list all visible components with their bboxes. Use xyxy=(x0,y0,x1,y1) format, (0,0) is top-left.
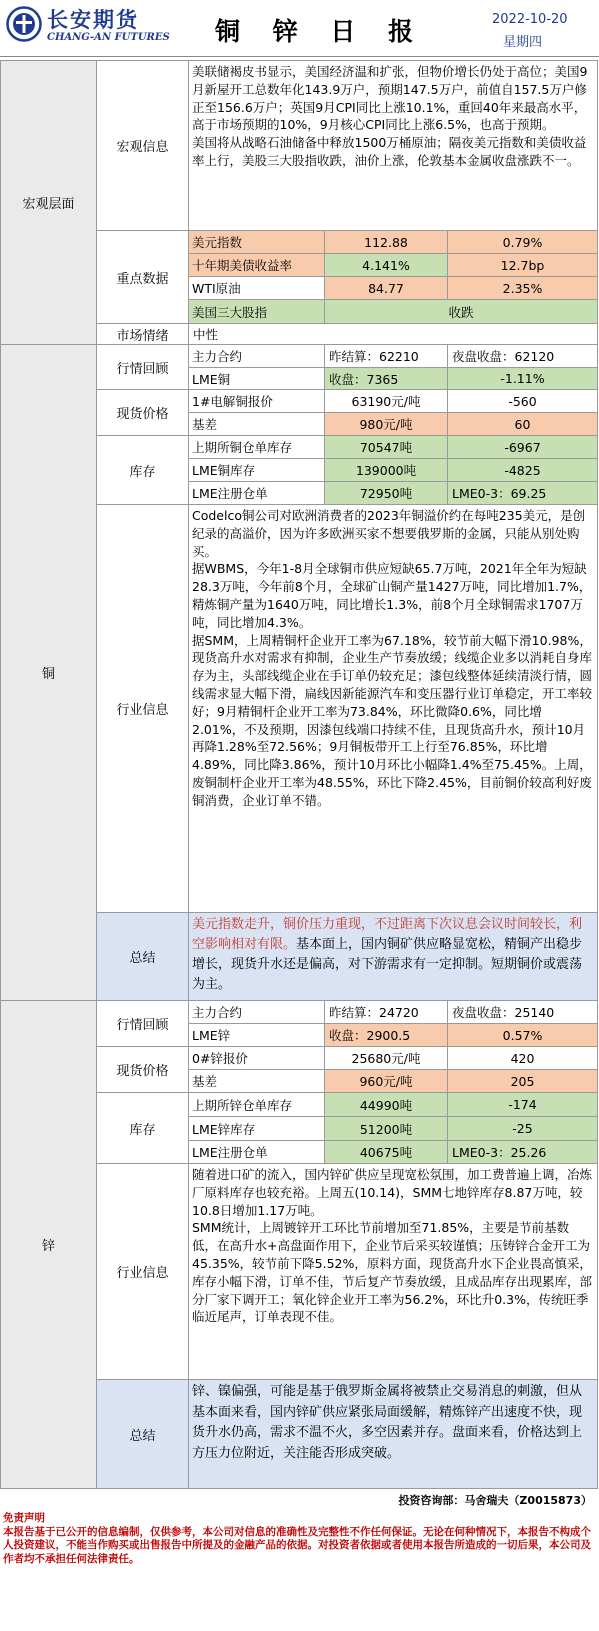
zinc-stock-v1: 40675吨 xyxy=(324,1140,448,1164)
section-macro: 宏观层面 xyxy=(0,60,97,345)
key-data-value: 收跌 xyxy=(324,299,598,324)
zinc-review-v1: 收盘：2900.5 xyxy=(324,1023,448,1047)
macro-info-label: 宏观信息 xyxy=(96,60,189,231)
copper-industry-label: 行业信息 xyxy=(96,504,189,913)
zinc-summary-label: 总结 xyxy=(96,1379,189,1489)
zinc-review-v1: 昨结算：24720 xyxy=(324,1000,448,1024)
copper-review-v2: 夜盘收盘：62120 xyxy=(447,344,598,368)
copper-stock-v2: -4825 xyxy=(447,458,598,482)
copper-spot-name: 基差 xyxy=(188,412,325,436)
copper-review-label: 行情回顾 xyxy=(96,344,189,390)
copper-spot-name: 1#电解铜报价 xyxy=(188,389,325,413)
section-zinc: 锌 xyxy=(0,1000,97,1489)
copper-stock-name: 上期所铜仓单库存 xyxy=(188,435,325,459)
copper-review-name: LME铜 xyxy=(188,367,325,390)
copper-stock-label: 库存 xyxy=(96,435,189,505)
key-data-name: 美国三大股指 xyxy=(188,299,325,324)
zinc-spot-v1: 25680元/吨 xyxy=(324,1046,448,1070)
key-data-name: WTI原油 xyxy=(188,276,325,300)
copper-spot-v2: -560 xyxy=(447,389,598,413)
copper-stock-name: LME注册仓单 xyxy=(188,481,325,505)
section-copper: 铜 xyxy=(0,344,97,1001)
key-data-name: 美元指数 xyxy=(188,230,325,254)
copper-stock-v1: 70547吨 xyxy=(324,435,448,459)
copper-stock-name: LME铜库存 xyxy=(188,458,325,482)
zinc-spot-name: 基差 xyxy=(188,1069,325,1093)
zinc-industry-text xyxy=(188,1163,598,1380)
key-data-label: 重点数据 xyxy=(96,230,189,324)
disclaimer xyxy=(3,1512,596,1566)
author-line: 投资咨询部：马舍瑞夫（Z0015873） xyxy=(398,1494,592,1507)
copper-stock-v2: -6967 xyxy=(447,435,598,459)
zinc-spot-v2: 420 xyxy=(447,1046,598,1070)
zinc-stock-name: LME注册仓单 xyxy=(188,1140,325,1164)
disclaimer-text: 本报告基于已公开的信息编制，仅供参考，本公司对信息的准确性及完整性不作任何保证。无论在何种情况下，本报告不构成个人投资建议，不能当作购买或出售报告中所提及的金融产品的依据。对投资者依据或者使用本报告所造成的一切后果，本公司及作者均不承担任何法律责任。 xyxy=(3,1525,591,1565)
copper-review-v1: 昨结算：62210 xyxy=(324,344,448,368)
zinc-review-label: 行情回顾 xyxy=(96,1000,189,1047)
key-data-value: 112.88 xyxy=(324,230,448,254)
copper-summary-text xyxy=(188,912,598,1001)
report-title: 铜 锌 日 报 xyxy=(215,17,426,46)
copper-industry-text xyxy=(188,504,598,913)
copper-summary-black: 基本面上，国内铜矿供应略显宽松，精铜产出稳步增长，现货升水还是偏高，对下游需求有一定抑制。短期铜价或震荡为主。 xyxy=(192,937,583,992)
copper-review-v2: -1.11% xyxy=(447,367,598,390)
macro-info-paragraph: 美联储褐皮书显示，美国经济温和扩张，但物价增长仍处于高位；美国9月新屋开工总数年化143.9万户，预期147.5万户，前值自157.5万户修正至156.6万户；英国9月CPI同比上涨10.1%，重回40年来最高水平，高于市场预期的10%，9月核心CPI同比上涨6.5%，也高于预期。 xyxy=(192,64,588,133)
key-data-value: 84.77 xyxy=(324,276,448,300)
zinc-review-name: LME锌 xyxy=(188,1023,325,1047)
macro-info-paragraph: 美国将从战略石油储备中释放1500万桶原油；隔夜美元指数和美债收益率上行，美股三大股指收跌，油价上涨，伦敦基本金属收盘涨跌不一。 xyxy=(192,135,587,168)
zinc-review-name: 主力合约 xyxy=(188,1000,325,1024)
zinc-industry-label: 行业信息 xyxy=(96,1163,189,1380)
company-logo-icon xyxy=(6,6,42,42)
copper-industry-paragraph: 据WBMS，今年1-8月全球铜市供应短缺65.7万吨，2021年全年为短缺28.3万吨，今年前8个月，全球矿山铜产量1427万吨，同比增加1.7%，精炼铜产量为1640万吨，同比增长1.3%，前8个月全球铜需求1707万吨，同比增加4.3%。 xyxy=(192,561,592,630)
report-header xyxy=(0,0,599,57)
copper-summary-red: 美元指数走升，铜价压力重现，不过距离下次议息会议时间较长，利空影响相对有限。 xyxy=(192,917,583,952)
key-data-change: 0.79% xyxy=(447,230,598,254)
copper-industry-paragraph: 据SMM，上周精铜杆企业开工率为67.18%，较节前大幅下滑10.98%，现货高升水对需求有抑制，企业生产节奏放缓；线缆企业多以消耗自身库存为主，头部线缆企业在手订单仍较充足；漆包线整体延续清淡行情，圆线需求显大幅下滑，扁线因新能源汽车和变压器行业订单稳定，开工率较好；9月精铜杆企业开工率为73.84%，环比微降0.6%，同比增2.01%，不及预期，因漆包线端口持续不佳，且现货高升水，预计10月再降1.28%至72.56%；9月铜板带开工上行至76.85%，环比增4.89%，同比降3.86%，预计10月环比小幅降1.4%至75.45%。上周，废铜制杆企业开工率为48.55%，环比下降2.45%，目前铜价较高利好废铜消费，企业订单不错。 xyxy=(192,632,593,808)
zinc-spot-v2: 205 xyxy=(447,1069,598,1093)
copper-spot-label: 现货价格 xyxy=(96,389,189,436)
macro-info-text xyxy=(188,60,598,231)
copper-review-v1: 收盘：7365 xyxy=(324,367,448,390)
copper-stock-v2: LME0-3：69.25 xyxy=(447,481,598,505)
copper-industry-paragraph: Codelco铜公司对欧洲消费者的2023年铜溢价约在每吨235美元，是创纪录的高溢价，因为许多欧洲买家不想要俄罗斯的金属，只能从别处购买。 xyxy=(192,508,586,559)
zinc-stock-v1: 44990吨 xyxy=(324,1092,448,1117)
zinc-stock-name: LME锌库存 xyxy=(188,1116,325,1141)
key-data-name: 十年期美债收益率 xyxy=(188,253,325,277)
zinc-stock-v2: -174 xyxy=(447,1092,598,1117)
sentiment-label: 市场情绪 xyxy=(96,323,189,345)
zinc-stock-name: 上期所锌仓单库存 xyxy=(188,1092,325,1117)
company-name-en: CHANG-AN FUTURES xyxy=(47,32,170,43)
copper-stock-v1: 139000吨 xyxy=(324,458,448,482)
zinc-spot-name: 0#锌报价 xyxy=(188,1046,325,1070)
key-data-change: 2.35% xyxy=(447,276,598,300)
report-date: 2022-10-20 xyxy=(492,12,568,27)
sentiment-value: 中性 xyxy=(188,323,598,345)
copper-spot-v1: 980元/吨 xyxy=(324,412,448,436)
zinc-spot-label: 现货价格 xyxy=(96,1046,189,1093)
report-weekday: 星期四 xyxy=(503,35,543,50)
zinc-spot-v1: 960元/吨 xyxy=(324,1069,448,1093)
disclaimer-title: 免责声明 xyxy=(3,1512,45,1524)
company-name-cn: 长安期货 xyxy=(47,8,139,32)
key-data-value: 4.141% xyxy=(324,253,448,277)
zinc-stock-v2: LME0-3：25.26 xyxy=(447,1140,598,1164)
zinc-stock-v1: 51200吨 xyxy=(324,1116,448,1141)
zinc-industry-paragraph: 随着进口矿的流入，国内锌矿供应呈现宽松氛围，加工费普遍上调，冶炼厂原料库存也较充裕。上周五(10.14)，SMM七地锌库存8.87万吨，较10.8日增加1.17万吨。 xyxy=(192,1167,593,1218)
zinc-industry-paragraph: SMM统计，上周镀锌开工环比节前增加至71.85%，主要是节前基数低，在高升水+高盘面作用下，企业节后采买较谨慎；压铸锌合金开工为45.35%，较节前下降5.52%，原料方面，现货高升水下企业畏高慎采，库存小幅下滑，订单不佳，节后复产节奏放缓，且成品库存出现累库，部分厂家下调开工；氧化锌企业开工率为56.2%，环比升0.3%，传统旺季临近尾声，订单表现不佳。 xyxy=(192,1220,593,1325)
copper-summary-label: 总结 xyxy=(96,912,189,1001)
copper-spot-v2: 60 xyxy=(447,412,598,436)
key-data-change: 12.7bp xyxy=(447,253,598,277)
copper-stock-v1: 72950吨 xyxy=(324,481,448,505)
copper-spot-v1: 63190元/吨 xyxy=(324,389,448,413)
zinc-review-v2: 0.57% xyxy=(447,1023,598,1047)
copper-review-name: 主力合约 xyxy=(188,344,325,368)
zinc-stock-v2: -25 xyxy=(447,1116,598,1141)
zinc-summary-text: 锌、镍偏强，可能是基于俄罗斯金属将被禁止交易消息的刺激，但从基本面来看，国内锌矿供应紧张局面缓解，精炼锌产出速度不快，现货升水仍高，需求不温不火，多空因素并存。盘面来看，价格达到上方压力位附近，关注能否形成突破。 xyxy=(188,1379,598,1489)
zinc-review-v2: 夜盘收盘：25140 xyxy=(447,1000,598,1024)
zinc-stock-label: 库存 xyxy=(96,1092,189,1164)
